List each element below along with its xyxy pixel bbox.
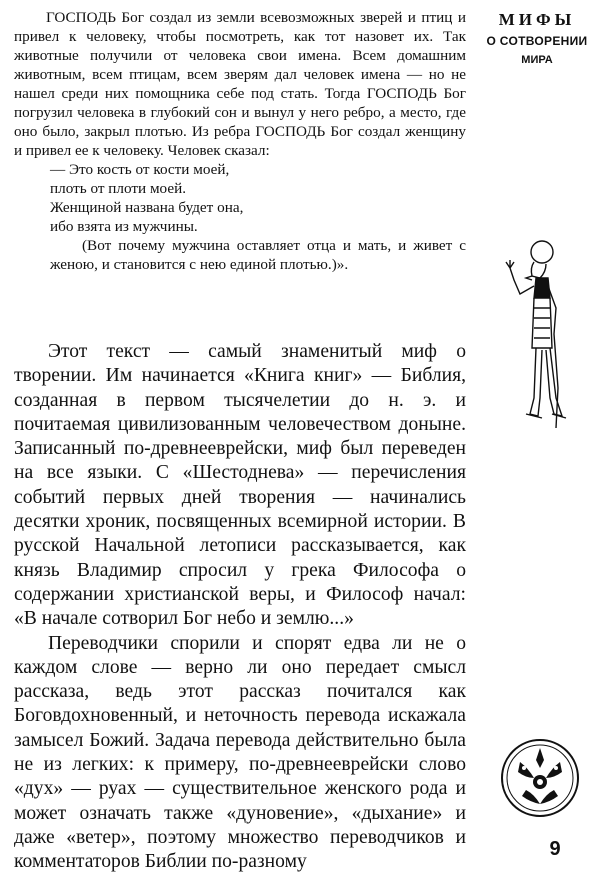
- quote-closing: (Вот почему мужчина оставляет отца и мать, и живет с женою, и становится с нею единой плотью.)».: [50, 237, 466, 273]
- body-paragraph-1: Этот текст — самый знаменитый миф о творении. Им начинается «Книга книг» — Библия, созданная в первом тысячелетии до н. э. и почитаемая цивилизованным человечеством доныне. Записанный по-древнееврейски, миф был переведен на все языки. С «Шестоднева» — перечисления событий первых дней творения — начинались десятки хроник, посвященных всемирной истории. В русской Начальной летописи рассказывается, как князь Владимир спросил у грека Философа о содержании христианской веры, и Философ начал: «В начале сотворил Бог небо и землю...»: [14, 341, 466, 630]
- verse-line: плоть от плоти моей.: [50, 180, 187, 197]
- verse-line: — Это кость от кости моей,: [50, 161, 230, 178]
- page-number: 9: [549, 838, 561, 860]
- egyptian-deity-figure-icon: [496, 238, 580, 438]
- section-title: МИФЫ: [498, 10, 576, 29]
- body-paragraph-2: Переводчики спорили и спорят едва ли не о каждом слове — верно ли оно передает смысл рассказа, ведь этот рассказ почитался как Боговдохновенный, и неточность перевода искажала замысел Божий. Задача перевода действительно была не из легких: к примеру, по-древнееврейски слово «дух» — руах — существительное женского рода и может означать также «дуновение», «дыхание» и даже «ветер», поэтому множество переводчиков и комментаторов Библии по-разному: [14, 632, 466, 873]
- section-header: [478, 10, 596, 66]
- ornamental-medallion-icon: [500, 738, 580, 818]
- quote-verse: [14, 160, 466, 236]
- section-subtitle-2: МИРА: [521, 54, 553, 66]
- quote-paragraph: ГОСПОДЬ Бог создал из земли всевозможных зверей и птиц и привел к человеку, чтобы посмотреть, как тот назовет их. Так животные получили от человека свои имена. Всем домашним животным, всем птицам, всем зверям дал человек имена — но не нашел среди них помощника себе под стать. Тогда ГОСПОДЬ Бог погрузил человека в глубокий сон и вынул у него ребро, а место, где оно было, закрыл плотью. Из ребра ГОСПОДЬ Бог создал женщину и привел ее к человеку. Человек сказал:: [14, 9, 466, 159]
- verse-line: ибо взята из мужчины.: [50, 218, 198, 235]
- verse-line: Женщиной названа будет она,: [50, 199, 244, 216]
- main-text: [14, 340, 466, 875]
- scripture-quote: [14, 8, 466, 274]
- section-subtitle: О СОТВОРЕНИИ: [486, 34, 588, 48]
